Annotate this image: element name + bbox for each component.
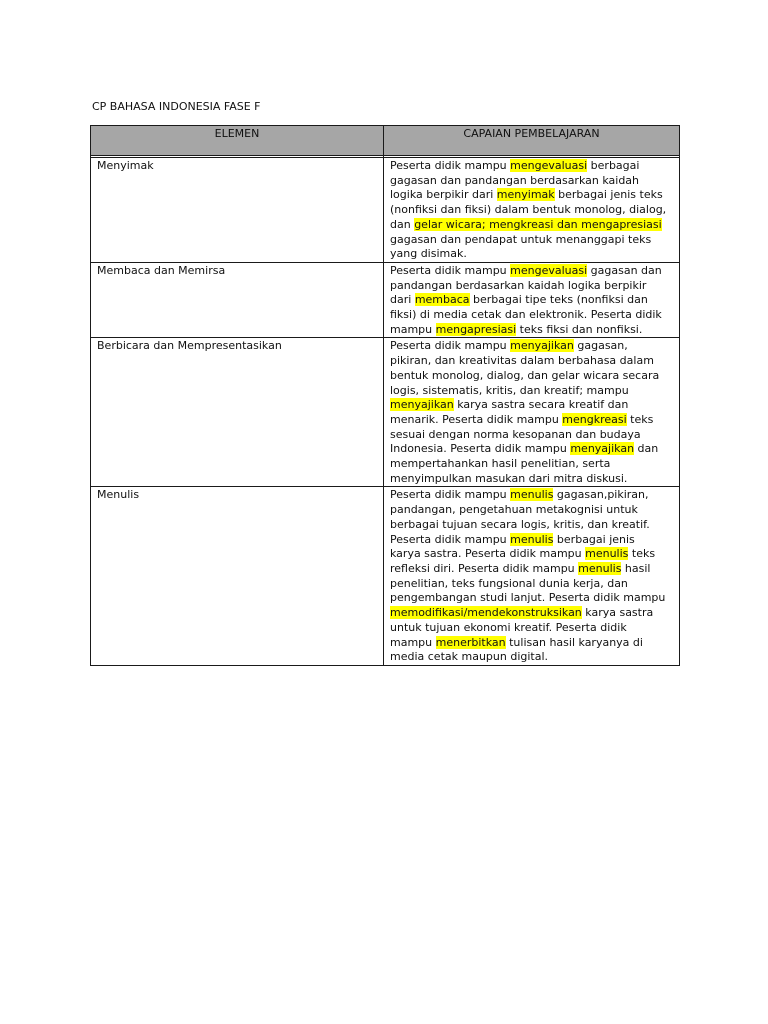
capaian-text: yang disimak.: [390, 247, 467, 261]
highlighted-term: mengevaluasi: [510, 159, 588, 172]
table-row-menulis: [91, 487, 680, 665]
capaian-line: [390, 442, 675, 457]
capaian-line: [390, 488, 675, 503]
capaian-text: berbagai tipe teks (nonfiksi dan: [469, 293, 648, 307]
highlighted-term: menyimak: [496, 188, 555, 202]
capaian-text: hasil: [621, 561, 651, 575]
capaian-text: menyimpulkan masukan dari mitra diskusi.: [390, 471, 628, 485]
capaian-line: [390, 174, 675, 189]
capaian-text: dari: [390, 293, 415, 307]
capaian-line: [390, 457, 675, 472]
capaian-line: [390, 518, 675, 533]
capaian-line: [390, 533, 675, 548]
capaian-text: dan: [390, 217, 415, 231]
capaian-line: [390, 323, 675, 338]
capaian-line: [390, 247, 675, 262]
capaian-text: karya sastra. Peserta didik mampu: [390, 547, 586, 561]
capaian-text: karya sastra: [581, 606, 654, 620]
capaian-text: fiksi) di media cetak dan elektronik. Peserta didik: [390, 308, 662, 322]
capaian-text: logika berpikir dari: [390, 188, 497, 202]
capaian-cell: [384, 487, 680, 665]
capaian-cell: [384, 338, 680, 487]
capaian-line: [390, 547, 675, 562]
highlighted-term: menulis: [510, 532, 554, 546]
capaian-line: [390, 413, 675, 428]
capaian-line: [390, 354, 675, 369]
document-title: CP BAHASA INDONESIA FASE F: [92, 100, 261, 113]
capaian-line: [390, 293, 675, 308]
capaian-text: sesuai dengan norma kesopanan dan budaya: [390, 427, 641, 441]
capaian-text: (nonfiksi dan fiksi) dalam bentuk monolog, dialog,: [390, 203, 667, 217]
table-header-row: [91, 126, 680, 156]
table-row-berbicara: [91, 338, 680, 487]
capaian-line: [390, 606, 675, 621]
capaian-text: karya sastra secara kreatif dan: [453, 398, 629, 412]
capaian-text: pandangan berdasarkan kaidah logika berpikir: [390, 278, 647, 292]
highlighted-term: menulis: [510, 488, 554, 502]
capaian-text: teks: [626, 412, 654, 426]
capaian-text: pengembangan studi lanjut. Peserta didik mampu: [390, 591, 666, 605]
capaian-line: [390, 218, 675, 233]
capaian-text: gagasan,: [573, 339, 628, 353]
capaian-line: [390, 636, 675, 651]
capaian-text: mampu: [390, 635, 436, 649]
highlighted-term: menulis: [585, 547, 629, 561]
highlighted-term: mengevaluasi: [510, 263, 588, 277]
capaian-text: mempertahankan hasil penelitian, serta: [390, 457, 611, 471]
highlighted-term: menyajikan: [510, 339, 574, 353]
capaian-line: [390, 339, 675, 354]
capaian-text: berbagai jenis teks: [554, 188, 663, 202]
capaian-line: [390, 233, 675, 248]
capaian-text: Peserta didik mampu: [390, 339, 511, 353]
capaian-text: pandangan, pengetahuan metakognisi untuk: [390, 503, 638, 517]
capaian-text: Peserta didik mampu: [390, 532, 511, 546]
capaian-text: gagasan dan: [587, 263, 662, 277]
capaian-line: [390, 203, 675, 218]
capaian-line: [390, 562, 675, 577]
capaian-line: [390, 591, 675, 606]
capaian-text: logis, sistematis, kritis, dan kreatif; mampu: [390, 383, 629, 397]
capaian-line: [390, 428, 675, 443]
capaian-text: gagasan,pikiran,: [553, 488, 649, 502]
highlighted-term: menulis: [578, 561, 622, 575]
table-row-membaca: [91, 262, 680, 338]
capaian-text: mampu: [390, 322, 436, 336]
header-capaian: CAPAIAN PEMBELAJARAN: [384, 126, 680, 156]
capaian-line: [390, 472, 675, 487]
capaian-line: [390, 188, 675, 203]
capaian-text: berbagai tujuan secara logis, kritis, dan kreatif.: [390, 517, 650, 531]
capaian-line: [390, 279, 675, 294]
capaian-text: untuk tujuan ekonomi kreatif. Peserta didik: [390, 620, 627, 634]
capaian-text: pikiran, dan kreativitas dalam berbahasa dalam: [390, 354, 654, 368]
header-elemen: ELEMEN: [91, 126, 384, 156]
highlighted-term: mengkreasi: [562, 412, 627, 426]
cp-table: [90, 125, 680, 666]
elemen-cell: Membaca dan Memirsa: [91, 262, 384, 338]
capaian-line: [390, 159, 675, 174]
highlighted-term: menyajikan: [570, 442, 635, 456]
capaian-text: berbagai: [587, 159, 640, 172]
table-row-menyimak: [91, 158, 680, 263]
capaian-line: [390, 264, 675, 279]
highlighted-term: membaca: [414, 293, 470, 307]
capaian-text: berbagai jenis: [553, 532, 635, 546]
capaian-line: [390, 308, 675, 323]
capaian-text: menarik. Peserta didik mampu: [390, 412, 563, 426]
highlighted-term: menerbitkan: [435, 635, 506, 649]
elemen-cell: Menyimak: [91, 158, 384, 263]
capaian-text: refleksi diri. Peserta didik mampu: [390, 561, 579, 575]
highlighted-term: memodifikasi/mendekonstruksikan: [390, 606, 582, 620]
capaian-cell: [384, 158, 680, 263]
capaian-text: penelitian, teks fungsional dunia kerja, dan: [390, 576, 628, 590]
capaian-line: [390, 503, 675, 518]
capaian-text: teks: [628, 547, 656, 561]
capaian-text: gagasan dan pendapat untuk menanggapi teks: [390, 232, 652, 246]
capaian-text: Peserta didik mampu: [390, 488, 511, 502]
capaian-line: [390, 650, 675, 665]
highlighted-term: menyajikan: [390, 398, 454, 412]
capaian-text: dan: [634, 442, 659, 456]
capaian-text: Peserta didik mampu: [390, 263, 511, 277]
capaian-line: [390, 621, 675, 636]
elemen-cell: Menulis: [91, 487, 384, 665]
capaian-text: Peserta didik mampu: [390, 159, 511, 172]
capaian-text: Indonesia. Peserta didik mampu: [390, 442, 571, 456]
capaian-text: tulisan hasil karyanya di: [505, 635, 643, 649]
capaian-text: media cetak maupun digital.: [390, 650, 549, 664]
capaian-line: [390, 384, 675, 399]
capaian-line: [390, 369, 675, 384]
capaian-text: teks fiksi dan nonfiksi.: [516, 322, 643, 336]
elemen-cell: Berbicara dan Mempresentasikan: [91, 338, 384, 487]
capaian-cell: [384, 262, 680, 338]
highlighted-term: gelar wicara; mengkreasi dan mengapresiasi: [414, 217, 662, 231]
capaian-text: bentuk monolog, dialog, dan gelar wicara secara: [390, 368, 660, 382]
capaian-line: [390, 577, 675, 592]
highlighted-term: mengapresiasi: [435, 322, 517, 336]
capaian-line: [390, 398, 675, 413]
capaian-text: gagasan dan pandangan berdasarkan kaidah: [390, 173, 640, 187]
